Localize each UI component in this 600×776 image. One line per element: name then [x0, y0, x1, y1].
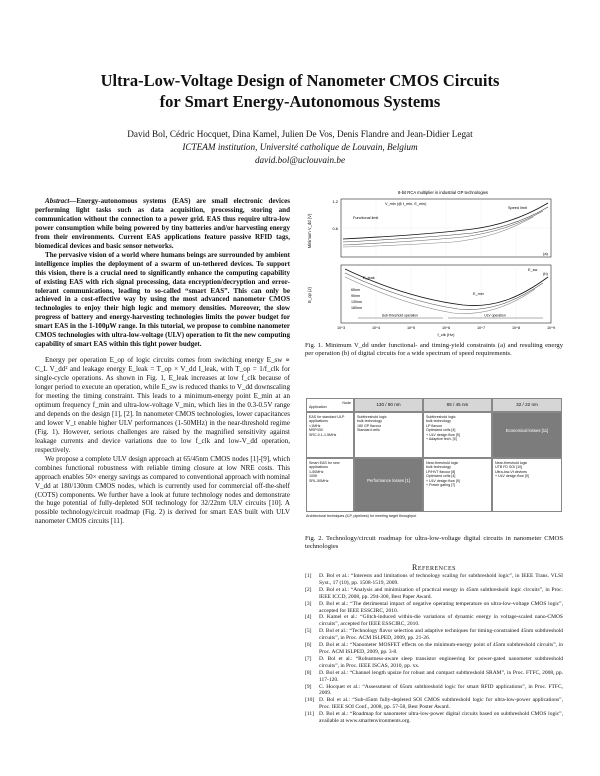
- fig1-xtick-5: 10^8: [511, 326, 521, 330]
- left-column: [35, 197, 290, 526]
- fig1-panel-b-tag: (b): [543, 271, 548, 276]
- fig1-ulv-range: ULV operation: [484, 313, 506, 318]
- reference-item: [3] D. Bol et al.: “The detrimental impact of negative operating temperature on ultra-low-voltage CMOS logic”, accepted for IEEE ESSCIRC, 2010.: [305, 600, 563, 614]
- fig1-curve-label-0: 65nm: [351, 288, 360, 292]
- figure-2-caption: Fig. 2. Technology/circuit roadmap for ultra-low-voltage digital circuits in nanometer CMOS technologies: [305, 535, 563, 551]
- author-list: David Bol, Cédric Hocquet, Dina Kamel, Julien De Vos, Denis Flandre and Jean-Didier Legat: [127, 129, 473, 139]
- reference-item: [5] D. Bol et al.: “Technology flavor selection and adaptive techniques for timing-constrained 45nm subthreshold circuits”, in Proc. ACM ISLPED, 2009, pp. 21-26.: [305, 628, 563, 642]
- fig1-xtick-0: 10^3: [336, 326, 346, 330]
- paper-title-line-1: Ultra-Low-Voltage Design of Nanometer CMOS Circuits: [100, 71, 500, 90]
- abstract-text: —Energy-autonomous systems (EAS) are small electronic devices performing light tasks such as data acquisition, processing, storing and communication without the connection to a power grid. EAS thus require ultra-low power consumption while being powered by tiny batteries and/or harvesting energy from their environments. Current EAS applications feature passive RFID tags, biomedical devices and basic sensor networks.: [35, 197, 290, 250]
- fig1-ylabel-b: E_op (J): [307, 287, 312, 303]
- fig1-ytick-max: 1.2: [332, 199, 338, 204]
- fig1-curve-label-1: 90nm: [351, 294, 360, 298]
- body-paragraph-2: We propose a complete ULV design approach at 65/45nm CMOS nodes [1]-[9], which combines functional robustness with reliable timing closure at low NRE costs. This approach enables 50× energy savings as compared to conventional approach with nominal V_dd at 180/130nm CMOS nodes, which is currently used for commercial off-the-shelf (COTS) components. We further have a look at future technology nodes and demonstrate the huge potential of fully-depleted SOI technology for 32/22nm ULV circuits [10]. A possible technology/circuit roadmap (Fig. 2) is derived for smart EAS built with ULV nanometer CMOS circuits [11].: [35, 454, 290, 526]
- reference-item: [9] C. Hocquet et al.: “Assessment of 65nm subthreshold logic for smart RFID applications”, in Proc. FTFC, 2009.: [305, 683, 563, 697]
- fig1-curve-180nm: [343, 217, 533, 247]
- fig1-panel-a-tag: (a): [543, 251, 548, 256]
- fig1-eop-130nm: [345, 273, 543, 310]
- figure-1-caption: Fig. 1. Minimum V_dd under functional- and timing-yield constraints (a) and resulting energy per operation (b) of digital circuits for a wide spectrum of speed requirements.: [305, 342, 563, 358]
- fig2-r1c3: Economical losses [11]: [492, 412, 562, 458]
- fig1-ylabel-a: Minimum V_dd (V): [307, 213, 312, 249]
- fig2-col-32-22: 32 / 22 nm: [492, 398, 562, 412]
- abstract: [35, 197, 290, 251]
- fig1-top-label: 8-bit RCA multiplier in industrial GP technologies: [398, 190, 488, 195]
- fig2-r2c2: Near-threshold logic bulk technology LP/HVT flavour [8] Optimized cells [4] + ULV design flow [9] + Power gating [7]: [423, 458, 492, 512]
- fig1-xtick-4: 10^7: [476, 326, 486, 330]
- references-heading: References: [411, 563, 456, 572]
- body-paragraph-1: Energy per operation E_op of logic circuits comes from switching energy E_sw ∝ C_L V_dd² and leakage energy E_leak = T_op × V_dd I_leak, with T_op = 1/f_clk for single-cycle operations. As shown in Fig. 1, E_leak increases at low f_clk because of longer period to execute an operation, while E_sw is reduced thanks to V_dd downscaling for meeting the timing constraint. This leads to a minimum-energy point E_min at an optimum frequency f_min and ultra-low-voltage V_min, which lies in the 0.3-0.5V range and depends on the design [1], [2]. In nanometer CMOS technologies, lower capacitances and lower V_t enable higher ULV performances (1-50MHz) in the near-threshold regime (Fig. 1). However, serious challenges are raised by the magnified sensitivity against leakage currents and device variations due to low f_clk and low-V_dd operation, respectively.: [35, 356, 290, 454]
- reference-item: [2] D. Bol et al.: “Analysis and minimization of practical energy in 45nm subthreshold logic circuits”, in Proc. IEEE ICCD, 2008, pp. 294-300, Best Paper Award.: [305, 586, 563, 600]
- fig2-corner-application: Application: [309, 405, 327, 410]
- paper-title-line-2: for Smart Energy-Autonomous Systems: [159, 92, 441, 111]
- fig1-esw-label: E_sw: [528, 268, 538, 272]
- fig1-emin-label: E_min: [473, 292, 484, 296]
- fig2-corner: [306, 398, 354, 412]
- figure-2: [306, 398, 562, 524]
- fig1-curve-90nm: [343, 207, 548, 242]
- fig1-speed-limit: Speed limit: [508, 206, 527, 210]
- reference-item: [1] D. Bol et al.: “Interests and limitations of technology scaling for subthreshold logic”, in IEEE Trans. VLSI Syst., 17 (10), pp. 1508-1519, 2009.: [305, 573, 563, 586]
- fig1-vmin-label: V_min (@ f_min, E_min): [385, 202, 427, 206]
- fig1-xtick-3: 10^6: [441, 326, 451, 330]
- reference-item: [10] D. Bol et al.: “Sub-45nm fully-depleted SOI CMOS subthreshold logic for ultra-low-power applications”, Proc. IEEE SOI Conf., 2008, pp. 57-58, Best Poster Award.: [305, 697, 563, 711]
- abstract-label: Abstract: [45, 197, 70, 205]
- reference-item: [8] D. Bol et al.: “Channel length upsize for robust and compact subthreshold SRAM”, in Proc. FTFC, 2008, pp. 117-120.: [305, 669, 563, 683]
- figure-1: [303, 187, 565, 339]
- fig2-r1c1: Subthreshold logic bulk technology 180 GP flavour Standard cells: [354, 412, 423, 458]
- fig1-eop-65nm: [345, 269, 548, 306]
- fig2-bottom-note: Architectural techniques (ILP, pipelines) for meeting target throughput: [306, 514, 417, 518]
- fig2-row-standard: EAS for standard ULP applications <1MHz MSP430 SRC-0.1-1.5MHz: [306, 412, 354, 458]
- fig2-corner-node: Node: [342, 401, 351, 405]
- fig1-eleak-label: E_leak: [363, 276, 375, 280]
- reference-item: [6] D. Bol et al.: “Nanometer MOSFET effects on the minimum-energy point of 45nm subthreshold circuits”, in Proc. ACM ISLPED, 2009, pp. 3-8.: [305, 642, 563, 655]
- abstract-paragraph-2: The pervasive vision of a world where humans beings are surrounded by ambient intelligence implies the deployment of a swarm of un-tethered devices. To support this vision, there is a crucial need to significantly enhance the computing capability of existing EAS with rich signal processing, data encryption/decryption and error-tolerant communications, leading to so-called “smart EAS”. This can only be achieved in a cost-effective way by using the most advanced nanometer CMOS technologies to enjoy their high logic and memory densities. Moreover, the slow progress of battery and energy-harvesting technologies limits the power budget for smart EAS in the 1-100μW range. In this tutorial, we propose to combine nanometer CMOS technologies with ultra-low-voltage (ULV) operation to fit the new computing capability of smart EAS within this tight power budget.: [35, 250, 290, 349]
- reference-item: [4] D. Kamel et al.: “Glitch-induced within-die variations of dynamic energy in voltage-scaled nano-CMOS circuits”, accepted for IEEE ESSCIRC, 2010.: [305, 614, 563, 628]
- references-list: [305, 573, 563, 725]
- fig2-col-130-90: 130 / 90 nm: [354, 398, 423, 412]
- fig2-r2c1: Performance losses [1]: [354, 458, 423, 512]
- reference-item: [11] D. Bol et al.: “Roadmap for nanometer ultra-low-power digital circuits based on subthreshold CMOS logic”, available at www.smartenvironments.org.: [305, 711, 563, 725]
- affiliation: ICTEAM institution, Université catholique de Louvain, Belgium: [182, 142, 418, 152]
- fig2-row-smart: Smart EAS for new applications 1-50MHz 100K SRL-50MHz: [306, 458, 354, 512]
- fig1-ytick-mid: 0.6: [332, 226, 338, 231]
- fig1-curve-label-2: 130nm: [351, 300, 362, 304]
- fig1-xtick-6: 10^9: [546, 326, 556, 330]
- fig1-eop-180nm: [345, 277, 535, 314]
- fig1-xlabel: f_clk (Hz): [437, 332, 455, 337]
- fig1-subthreshold-range: Sub-threshold operation: [381, 313, 419, 318]
- fig1-xtick-1: 10^4: [371, 326, 381, 330]
- fig1-xtick-2: 10^5: [406, 326, 416, 330]
- fig1-functional-limit: Functional limit: [353, 216, 379, 220]
- fig1-curve-label-3: 180nm: [351, 306, 362, 310]
- fig2-r1c2: Subthreshold logic bulk technology LP flavour Optimized cells [4] + ULV design flow [9] + Adaptive tech. [5]: [423, 412, 492, 458]
- fig2-col-65-45: 65 / 45 nm: [423, 398, 492, 412]
- reference-item: [7] D. Bol et al.: “Robustness-aware sleep transistor engineering for power-gated nanometer subthreshold circuits”, in Proc. IEEE ISCAS, 2010, pp. xx.: [305, 655, 563, 669]
- figure-1-plot: [303, 187, 565, 339]
- email: david.bol@uclouvain.be: [254, 155, 346, 165]
- fig2-r2c3: Near-threshold logic UTB FD SOI [10] Ultra-low-Vt devices + ULV design flow [9]: [492, 458, 562, 512]
